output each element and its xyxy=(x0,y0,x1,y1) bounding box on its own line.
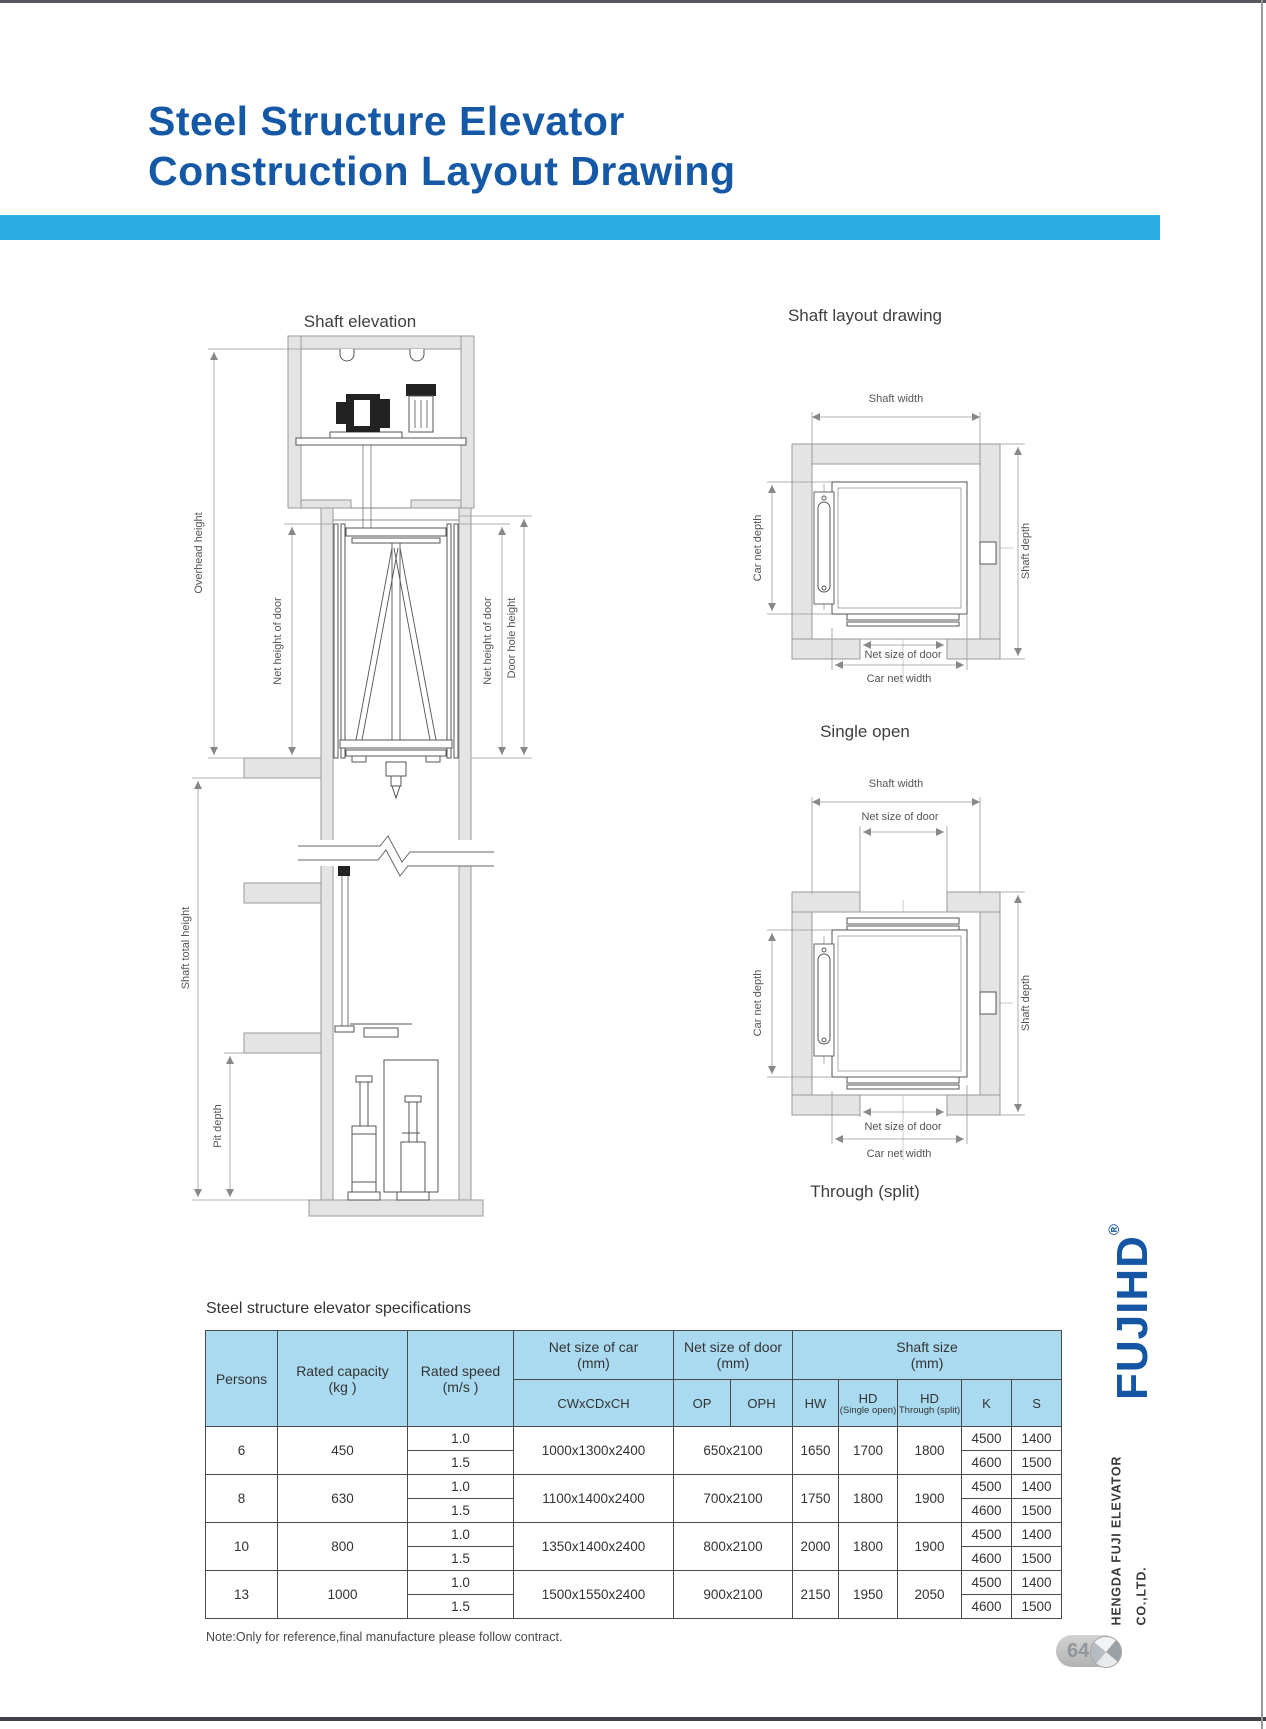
elevation-structure xyxy=(180,336,532,1216)
plan-single-structure xyxy=(752,393,1032,685)
door-hole-height-label: Door hole height xyxy=(506,597,518,679)
page-right-edge xyxy=(1261,0,1263,1729)
accent-bar xyxy=(0,215,1160,240)
layout-drawing-title: Shaft layout drawing xyxy=(787,306,943,325)
shaft-elevation-drawing xyxy=(180,288,540,1248)
col-net-size-car: Net size of car (mm) xyxy=(514,1331,674,1380)
brand-logo: FUJIHD® xyxy=(1106,1223,1157,1400)
col-rated-speed: Rated speed (m/s ) xyxy=(408,1331,514,1427)
through-shaft-width-label: Shaft width xyxy=(868,778,924,790)
through-net-size-door-top-label: Net size of door xyxy=(861,811,939,823)
lower-shaft xyxy=(335,866,438,1200)
table-row: 1.5 4600 1500 xyxy=(206,1547,1062,1571)
spec-table-caption: Steel structure elevator specifications xyxy=(206,1300,472,1317)
page-top-edge xyxy=(0,0,1266,3)
page-title-line1: Steel Structure Elevator xyxy=(148,98,625,144)
table-row: 1.5 4600 1500 xyxy=(206,1595,1062,1619)
single-open-caption: Single open xyxy=(820,722,910,741)
shaft-total-height-label: Shaft total height xyxy=(180,906,192,990)
spec-table xyxy=(205,1330,1062,1619)
pit-depth-label: Pit depth xyxy=(212,1104,224,1148)
buffer-car xyxy=(348,1076,380,1200)
net-height-door-left-label: Net height of door xyxy=(272,597,284,685)
col-rated-capacity: Rated capacity (kg ) xyxy=(278,1331,408,1427)
control-cabinet xyxy=(406,384,436,432)
col-shaft-size: Shaft size (mm) xyxy=(793,1331,1062,1380)
table-row: 13 1000 1.0 1500x1550x2400 900x2100 2150 1950 2050 4500 1400 xyxy=(206,1571,1062,1595)
plan-through-split-drawing xyxy=(695,772,1035,1167)
elevator-car xyxy=(333,520,459,798)
col-k: K xyxy=(962,1380,1012,1427)
table-row: 1.5 4600 1500 xyxy=(206,1499,1062,1523)
car-plan xyxy=(832,482,967,614)
registered-mark-icon: ® xyxy=(1106,1223,1123,1236)
overhead-height-label: Overhead height xyxy=(193,512,205,594)
counterweight-plan xyxy=(814,484,834,610)
counterweight-plan xyxy=(814,936,834,1064)
net-height-door-right-label: Net height of door xyxy=(482,597,494,685)
single-net-size-door-label: Net size of door xyxy=(864,649,942,661)
col-hd-single: HD (Single open) xyxy=(839,1380,898,1427)
plan-single-open-drawing xyxy=(695,352,1035,692)
through-net-size-door-bottom-label: Net size of door xyxy=(864,1121,942,1133)
through-split-caption: Through (split) xyxy=(810,1182,920,1201)
page-bottom-edge xyxy=(0,1717,1266,1721)
table-row: 10 800 1.0 1350x1400x2400 800x2100 2000 1800 1900 4500 1400 xyxy=(206,1523,1062,1547)
plan-through-structure xyxy=(752,778,1032,1160)
car-plan xyxy=(832,930,967,1077)
table-row: 6 450 1.0 1000x1300x2400 650x2100 1650 1700 1800 4500 1400 xyxy=(206,1427,1062,1451)
elevation-title: Shaft elevation xyxy=(303,312,417,331)
table-row: 8 630 1.0 1100x1400x2400 700x2100 1750 1800 1900 4500 1400 xyxy=(206,1475,1062,1499)
col-net-size-door: Net size of door (mm) xyxy=(674,1331,793,1380)
single-shaft-width-label: Shaft width xyxy=(868,393,924,405)
col-cwcdch: CWxCDxCH xyxy=(514,1380,674,1427)
col-hw: HW xyxy=(793,1380,839,1427)
globe-icon xyxy=(1090,1636,1122,1668)
single-car-net-depth-label: Car net depth xyxy=(752,514,764,582)
through-shaft-depth-label: Shaft depth xyxy=(1020,974,1032,1032)
col-oph: OPH xyxy=(731,1380,793,1427)
col-op: OP xyxy=(674,1380,731,1427)
table-row: 1.5 4600 1500 xyxy=(206,1451,1062,1475)
page-number: 64 xyxy=(1067,1640,1090,1662)
table-note: Note:Only for reference,final manufacture please follow contract. xyxy=(206,1630,563,1644)
brand-company-name: HENGDA FUJI ELEVATOR CO.,LTD. xyxy=(1109,1455,1149,1626)
page-title xyxy=(148,96,736,196)
rail-bracket-plan xyxy=(980,992,996,1014)
single-shaft-depth-label: Shaft depth xyxy=(1020,522,1032,580)
through-car-net-depth-label: Car net depth xyxy=(752,969,764,1037)
single-car-net-width-label: Car net width xyxy=(866,673,932,685)
col-persons: Persons xyxy=(206,1331,278,1427)
through-car-net-width-label: Car net width xyxy=(866,1148,932,1160)
page-title-line2: Construction Layout Drawing xyxy=(148,148,736,194)
col-hd-through: HD Through (split) xyxy=(898,1380,962,1427)
col-s: S xyxy=(1012,1380,1062,1427)
rail-bracket-plan xyxy=(980,542,996,564)
page-number-badge xyxy=(1056,1635,1120,1667)
